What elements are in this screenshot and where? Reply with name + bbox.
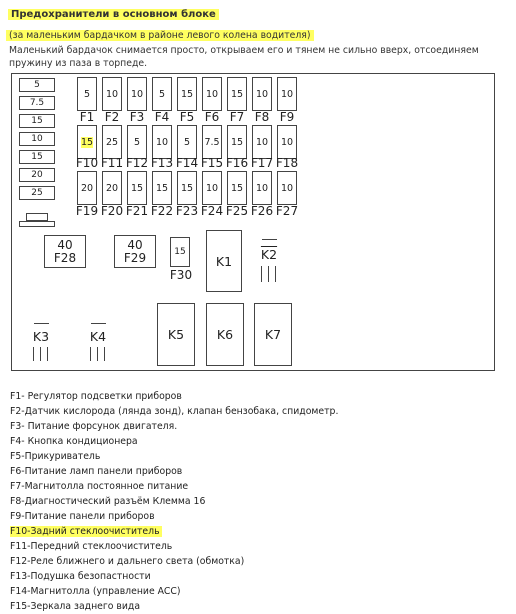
fuse-value: 10 — [127, 77, 147, 111]
legend-item: F15-Зеркала заднего вида — [10, 601, 141, 612]
fuse-box-diagram — [11, 73, 495, 371]
fuse-puller-base — [19, 221, 55, 227]
fuse-value: 5 — [77, 77, 97, 111]
fuse-label: F3 — [129, 110, 145, 124]
big-fuse-value: 40 — [57, 237, 73, 252]
big-fuse-value: 40 — [127, 237, 143, 252]
fuse-value: 15 — [177, 77, 197, 111]
legend-item: F11-Передний стеклоочиститель — [10, 541, 173, 552]
legend-item: F5-Прикуриватель — [10, 451, 101, 462]
relay-k4-symbol — [91, 323, 106, 324]
fuse-label: F13 — [150, 156, 174, 170]
fuse-value: 15 — [127, 171, 147, 205]
fuse-label: F20 — [100, 204, 124, 218]
relay-k2-pin — [261, 266, 262, 282]
relay-k4-pin — [90, 347, 91, 361]
legend-item: F9-Питание панели приборов — [10, 511, 155, 522]
fuse-label: F11 — [100, 156, 124, 170]
relay-k2-label: K2 — [260, 246, 278, 262]
big-fuse-label: F28 — [53, 250, 77, 265]
relay-k3-pin — [33, 347, 34, 361]
fuse-label: F24 — [200, 204, 224, 218]
legend-item: F13-Подушка безопастности — [10, 571, 151, 582]
fuse-label: F26 — [250, 204, 274, 218]
relay-k4-pin — [104, 347, 105, 361]
big-fuse-f29 — [114, 235, 156, 268]
relay-k3-symbol — [34, 323, 49, 324]
relay-k4-pin — [97, 347, 98, 361]
fuse-label: F2 — [104, 110, 120, 124]
fuse-label: F17 — [250, 156, 274, 170]
fuse-value: 7.5 — [202, 125, 222, 159]
fuse-f30-label: F30 — [169, 268, 193, 282]
legend-item-highlighted: F10-Задний стеклоочиститель — [10, 526, 160, 537]
legend-item: F4- Кнопка кондиционера — [10, 436, 138, 447]
relay-k7: K7 — [254, 303, 292, 366]
fuse-label: F23 — [175, 204, 199, 218]
fuse-value: 10 — [202, 77, 222, 111]
relay-k4-label: K4 — [89, 328, 107, 344]
fuse-value: 10 — [102, 77, 122, 111]
legend-item: F3- Питание форсунок двигателя. — [10, 421, 178, 432]
relay-k2-pin — [268, 266, 269, 282]
fuse-value: 5 — [127, 125, 147, 159]
fuse-f30-value: 15 — [170, 237, 190, 267]
legend-item: F8-Диагностический разъём Клемма 16 — [10, 496, 206, 507]
fuse-value: 20 — [77, 171, 97, 205]
fuse-value: 10 — [277, 171, 297, 205]
fuse-label: F21 — [125, 204, 149, 218]
fuse-value: 15 — [152, 171, 172, 205]
page-title: Предохранители в основном блоке — [8, 9, 219, 20]
fuse-label: F15 — [200, 156, 224, 170]
fuse-label: F4 — [154, 110, 170, 124]
left-fuse: 20 — [19, 168, 55, 182]
legend-item: F6-Питание ламп панели приборов — [10, 466, 183, 477]
fuse-label: F8 — [254, 110, 270, 124]
relay-k3-pin — [40, 347, 41, 361]
fuse-value: 15 — [227, 77, 247, 111]
fuse-label: F6 — [204, 110, 220, 124]
fuse-puller — [26, 213, 48, 221]
fuse-value-highlighted — [77, 125, 97, 159]
legend-item: F2-Датчик кислорода (лянда зонд), клапан бензобака, спидометр. — [10, 406, 339, 417]
relay-k3-label: K3 — [32, 328, 50, 344]
legend-item: F1- Регулятор подсветки приборов — [10, 391, 182, 402]
intro-text: Маленький бардачок снимается просто, открываем его и тянем не сильно вверх, отсоединяем пружину из паза в торпеде. — [9, 45, 479, 69]
left-fuse: 5 — [19, 78, 55, 92]
relay-k3-pin — [47, 347, 48, 361]
fuse-label: F25 — [225, 204, 249, 218]
big-fuse-f28 — [44, 235, 86, 268]
relay-k2-pin — [275, 266, 276, 282]
legend-item: F12-Реле ближнего и дальнего света (обмотка) — [10, 556, 245, 567]
relay-k6: K6 — [206, 303, 244, 366]
fuse-label: F1 — [79, 110, 95, 124]
fuse-value: 5 — [152, 77, 172, 111]
fuse-label: F14 — [175, 156, 199, 170]
left-fuse: 15 — [19, 114, 55, 128]
fuse-label: F9 — [279, 110, 295, 124]
fuse-label: F12 — [125, 156, 149, 170]
left-fuse: 7.5 — [19, 96, 55, 110]
relay-k1: K1 — [206, 230, 242, 292]
fuse-value: 10 — [277, 125, 297, 159]
fuse-value: 10 — [252, 77, 272, 111]
fuse-label: F5 — [179, 110, 195, 124]
fuse-label: F18 — [275, 156, 299, 170]
fuse-legend — [10, 389, 340, 614]
fuse-value: 15 — [227, 171, 247, 205]
fuse-label: F27 — [275, 204, 299, 218]
fuse-label: F22 — [150, 204, 174, 218]
legend-item: F7-Магнитолла постоянное питание — [10, 481, 189, 492]
fuse-label: F16 — [225, 156, 249, 170]
left-fuse: 25 — [19, 186, 55, 200]
fuse-value: 15 — [227, 125, 247, 159]
fuse-label: F10 — [75, 156, 99, 170]
fuse-value: 10 — [252, 125, 272, 159]
fuse-value: 5 — [177, 125, 197, 159]
fuse-value: 10 — [277, 77, 297, 111]
fuse-value: 10 — [252, 171, 272, 205]
fuse-value: 20 — [102, 171, 122, 205]
legend-item: F14-Магнитолла (управление ACC) — [10, 586, 181, 597]
fuse-value: 25 — [102, 125, 122, 159]
fuse-value: 15 — [177, 171, 197, 205]
fuse-value-text: 15 — [80, 136, 94, 148]
left-fuse: 15 — [19, 150, 55, 164]
fuse-label: F19 — [75, 204, 99, 218]
fuse-value: 10 — [202, 171, 222, 205]
fuse-label: F7 — [229, 110, 245, 124]
relay-k2-symbol — [262, 239, 277, 240]
left-fuse: 10 — [19, 132, 55, 146]
fuse-value: 10 — [152, 125, 172, 159]
page-subtitle: (за маленьким бардачком в районе левого колена водителя) — [6, 30, 314, 41]
big-fuse-label: F29 — [123, 250, 147, 265]
relay-k5: K5 — [157, 303, 195, 366]
